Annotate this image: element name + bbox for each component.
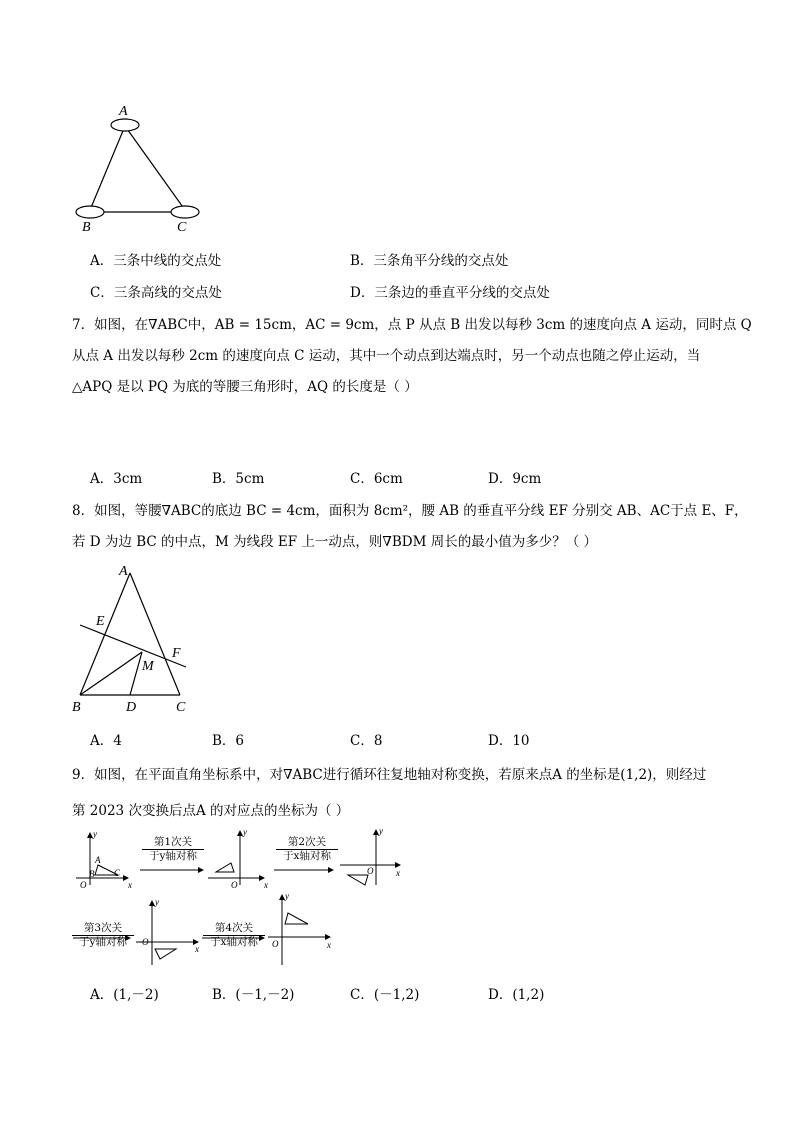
q7-option-c[interactable] xyxy=(350,467,403,487)
q9-f5-y-label: y xyxy=(285,891,289,901)
q6-node-c xyxy=(171,206,199,218)
q9-t3-bottom: 于y轴对称 xyxy=(79,936,127,948)
q6-option-c[interactable] xyxy=(90,281,222,301)
q8-option-b-letter: B． xyxy=(212,733,236,749)
q9-f1-origin-label: O xyxy=(80,880,87,890)
q9-f4-x-label: x xyxy=(195,944,199,954)
q7-option-a-text: 3cm xyxy=(113,471,143,487)
q9-t2-top: 第2次关 xyxy=(276,836,338,850)
q7-option-c-letter: C． xyxy=(350,471,374,487)
q7-text-line2: 从点 A 出发以每秒 2cm 的速度向点 C 运动，其中一个动点到达端点时，另一个动点也随之停止运动，当 xyxy=(72,348,701,364)
q9-frame-step1 xyxy=(208,827,268,890)
q8-text-line2: 若 D 为边 BC 的中点，M 为线段 EF 上一动点，则∇BDM 周长的最小值为多少？（ ） xyxy=(72,534,597,550)
q9-f2-x-label: x xyxy=(264,880,268,890)
q7-option-a-letter: A． xyxy=(90,471,114,487)
q8-label-a: A xyxy=(119,564,128,579)
q9-triangle-step2 xyxy=(348,875,368,885)
q6-edge-ab xyxy=(90,126,125,210)
q9-frame-original xyxy=(76,829,132,890)
q8-option-c[interactable] xyxy=(350,729,382,749)
q9-option-d-letter: D． xyxy=(488,987,513,1003)
q9-t3-top: 第3次关 xyxy=(72,922,134,936)
q8-side-ac xyxy=(130,573,180,695)
q6-option-b-text: 三条角平分线的交点处 xyxy=(373,253,509,269)
q6-edge-ac xyxy=(125,126,185,210)
q8-option-c-letter: C． xyxy=(350,733,374,749)
q9-f4-origin-label: O xyxy=(142,937,149,947)
q8-label-f: F xyxy=(172,646,181,661)
q8-label-d: D xyxy=(126,700,137,715)
q7-option-b[interactable] xyxy=(212,467,264,487)
q6-node-a xyxy=(111,119,139,131)
q7-option-c-text: 6cm xyxy=(373,471,403,487)
q6-option-c-letter: C． xyxy=(90,285,114,301)
q9-triangle-step3 xyxy=(155,949,176,959)
q6-option-a-text: 三条中线的交点处 xyxy=(113,253,222,269)
q9-t1-bottom: 于y轴对称 xyxy=(149,850,197,862)
q9-option-d[interactable] xyxy=(488,983,544,1003)
q7-text-line1: 7．如图，在∇ABC中，AB = 15cm，AC = 9cm，点 P 从点 B 出发以每秒 3cm 的速度向点 A 运动，同时点 Q xyxy=(72,317,752,333)
q9-f1-y-label: y xyxy=(93,829,97,839)
q6-option-b-letter: B． xyxy=(350,253,374,269)
q9-tri-label-a: A xyxy=(95,855,101,865)
q8-label-m: M xyxy=(142,659,154,674)
q7-option-d[interactable] xyxy=(488,467,541,487)
q8-option-a-text: 4 xyxy=(113,733,122,749)
q9-option-b-letter: B． xyxy=(212,987,236,1003)
q6-figure xyxy=(70,100,210,235)
q7-option-d-text: 9cm xyxy=(512,471,542,487)
q9-t2-bottom: 于x轴对称 xyxy=(283,850,331,862)
q9-triangle-step4 xyxy=(285,913,308,924)
q6-option-d-letter: D． xyxy=(350,285,375,301)
q8-option-a[interactable] xyxy=(90,729,122,749)
q9-frame-step2 xyxy=(340,826,400,885)
q6-label-c: C xyxy=(177,220,187,235)
q9-tri-label-c: C xyxy=(114,868,121,878)
q7-option-d-letter: D． xyxy=(488,471,513,487)
q9-option-a-text: (1,－2) xyxy=(113,987,159,1003)
q6-option-c-text: 三条高线的交点处 xyxy=(113,285,222,301)
q6-option-a[interactable] xyxy=(90,249,221,269)
q9-f2-y-label: y xyxy=(243,827,247,837)
q9-frame-step3 xyxy=(136,897,199,965)
q8-option-d-letter: D． xyxy=(488,733,513,749)
q8-option-c-text: 8 xyxy=(373,733,383,749)
q8-label-c: C xyxy=(176,700,186,715)
q9-f1-x-label: x xyxy=(128,880,132,890)
q9-option-d-text: (1,2) xyxy=(512,987,545,1003)
q7-option-b-text: 5cm xyxy=(235,471,265,487)
q6-option-d[interactable] xyxy=(350,281,550,301)
q8-label-b: B xyxy=(72,700,81,715)
q6-node-b xyxy=(76,206,104,218)
q9-t4-bottom: 于x轴对称 xyxy=(210,936,258,948)
q9-option-c[interactable] xyxy=(350,983,419,1003)
q6-option-a-letter: A． xyxy=(90,253,114,269)
q8-side-ab xyxy=(80,573,130,695)
q9-option-b-text: (－1,－2) xyxy=(235,987,295,1003)
q8-option-d-text: 10 xyxy=(512,733,530,749)
q9-transform-label-1 xyxy=(142,836,204,863)
q8-option-a-letter: A． xyxy=(90,733,114,749)
q9-text-line1: 9．如图，在平面直角坐标系中，对∇ABC进行循环往复地轴对称变换，若原来点A 的坐标是(1,2)，则经过 xyxy=(72,767,707,783)
q9-f5-x-label: x xyxy=(327,940,331,950)
q7-option-a[interactable] xyxy=(90,467,142,487)
q9-t1-top: 第1次关 xyxy=(142,836,204,850)
q8-option-d[interactable] xyxy=(488,729,530,749)
q9-figure xyxy=(68,825,413,973)
q9-f3-y-label: y xyxy=(379,826,383,836)
q9-f5-origin-label: O xyxy=(272,939,279,949)
q9-transform-label-3 xyxy=(72,922,134,949)
q8-label-e: E xyxy=(96,614,105,629)
q6-label-b: B xyxy=(82,220,91,235)
q9-f3-x-label: x xyxy=(396,868,400,878)
q6-option-b[interactable] xyxy=(350,249,508,269)
q7-text-line3: △APQ 是以 PQ 为底的等腰三角形时，AQ 的长度是（ ） xyxy=(72,379,418,395)
q8-figure xyxy=(66,555,201,715)
q9-option-c-letter: C． xyxy=(350,987,374,1003)
q9-tri-label-b: B xyxy=(89,869,95,879)
q9-transform-label-2 xyxy=(276,836,338,863)
q9-option-a[interactable] xyxy=(90,983,159,1003)
q7-option-b-letter: B． xyxy=(212,471,236,487)
q9-t4-top: 第4次关 xyxy=(203,922,265,936)
q9-f3-origin-label: O xyxy=(367,866,374,876)
q8-option-b-text: 6 xyxy=(235,733,245,749)
q9-option-b[interactable] xyxy=(212,983,294,1003)
q9-text-line2: 第 2023 次变换后点A 的对应点的坐标为（ ） xyxy=(72,803,350,819)
q9-option-a-letter: A． xyxy=(90,987,114,1003)
q9-option-c-text: (－1,2) xyxy=(373,987,420,1003)
q9-transform-label-4 xyxy=(203,922,265,949)
q9-frame-step4 xyxy=(268,891,331,965)
q8-bisector-ef xyxy=(80,625,186,667)
q6-label-a: A xyxy=(119,104,128,119)
q9-f2-origin-label: O xyxy=(231,880,238,890)
q9-f4-y-label: y xyxy=(155,897,159,907)
q8-option-b[interactable] xyxy=(212,729,244,749)
q8-text-line1: 8．如图，等腰∇ABC的底边 BC = 4cm，面积为 8cm²，腰 AB 的垂直平分线 EF 分别交 AB、AC于点 E、F， xyxy=(72,503,748,519)
q6-option-d-text: 三条边的垂直平分线的交点处 xyxy=(374,285,550,301)
q9-triangle-step1 xyxy=(216,863,234,872)
